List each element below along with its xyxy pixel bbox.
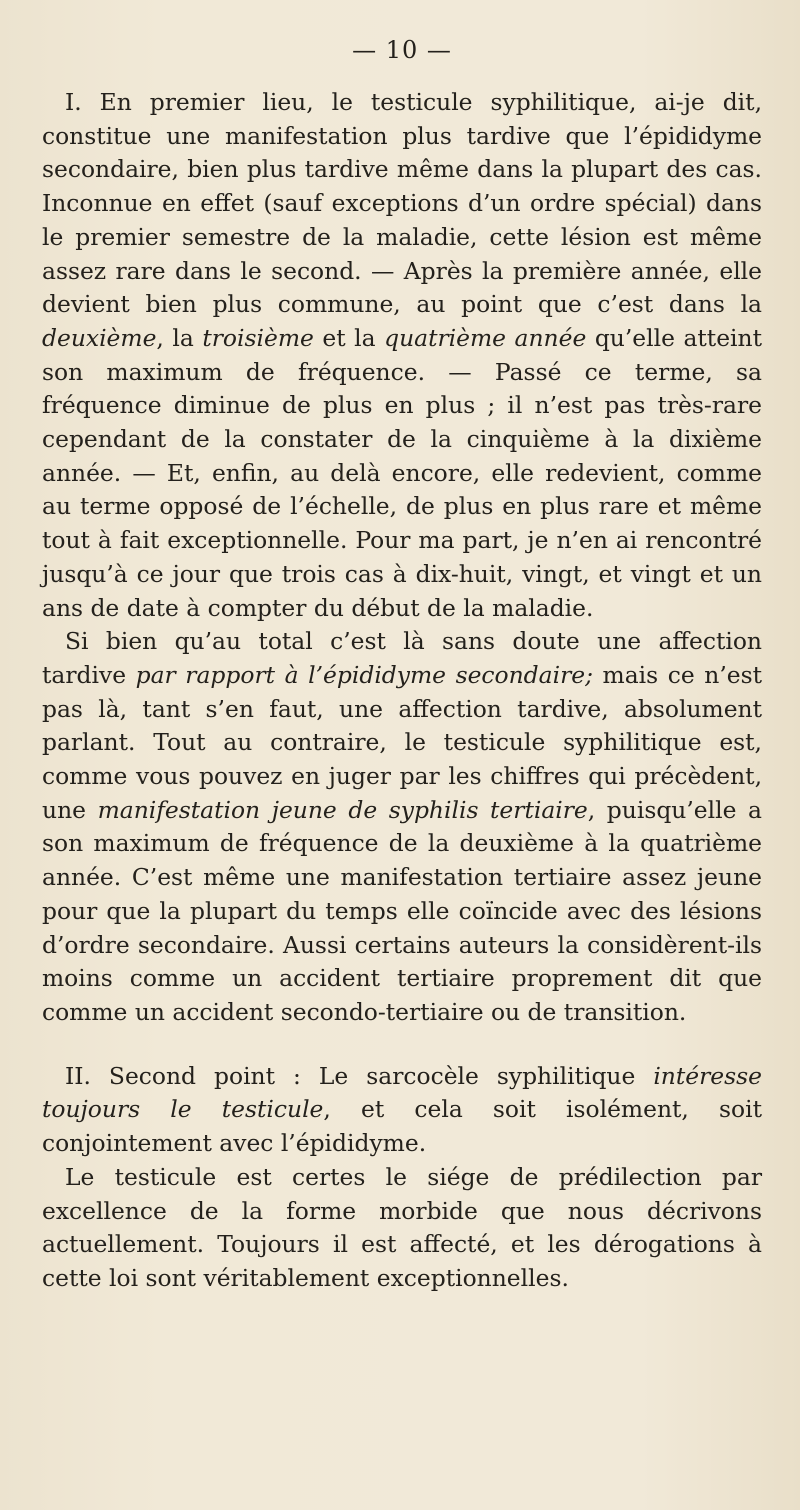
italic-interesse-testicule: intéresse toujours le testicule <box>42 1061 762 1124</box>
text-run: et la <box>313 323 385 352</box>
text-run: , puisqu’elle a son maximum de fréquence de la deuxième à la quatrième année. C’est même une manifestation tertiaire assez jeune pour que la plupart du temps elle coïncide avec des lésions d’ordre secondaire. Aussi certains auteurs la considèrent-ils moins comme un accident tertiaire proprement dit que comme un accident secondo-tertiaire ou de transition. <box>42 795 762 1026</box>
text-run: II. Second point : Le sarcocèle syphilitique <box>65 1061 654 1090</box>
text-run: qu’elle atteint son maximum de fréquence. — Passé ce terme, sa fréquence diminue de plus en plus ; il n’est pas très-rare cependant de la constater de la cinquième à la dixième année. — Et, enfin, au delà encore, elle redevient, comme au terme opposé de l’échelle, de plus en plus rare et même tout à fait exceptionnelle. Pour ma part, je n’en ai rencontré jusqu’à ce jour que trois cas à dix-huit, vingt, et vingt et un ans de date à compter du début de la maladie. <box>42 323 762 622</box>
text-run: Si bien qu’au total c’est là sans doute une affection tardive <box>42 627 762 689</box>
paragraph-section2-second-point <box>42 1060 762 1161</box>
paragraph-section1-frequency <box>42 86 762 625</box>
text-run: Le testicule est certes le siége de prédilection par excellence de la forme morbide que nous décrivons actuellement. Toujours il est affecté, et les dérogations à cette loi sont véritablement exceptionnelles. <box>42 1162 762 1292</box>
text-run: I. En premier lieu, le testicule syphilitique, ai-je dit, constitue une manifestation plus tardive que l’épididyme secondaire, bien plus tardive même dans la plupart des cas. Inconnue en effet (sauf exceptions d’un ordre spécial) dans le premier semestre de la maladie, cette lésion est même assez rare dans le second. — Après la première année, elle devient bien plus commune, au point que c’est dans la <box>42 88 762 319</box>
section-gap <box>42 1030 762 1060</box>
paragraph-section1-conclusion <box>42 625 762 1029</box>
text-run: , la <box>156 323 203 352</box>
italic-manifestation-jeune: manifestation jeune de syphilis tertiaire <box>97 795 588 824</box>
paragraph-section2-predilection <box>42 1161 762 1296</box>
italic-par-rapport: par rapport à l’épididyme secondaire; <box>135 660 593 689</box>
page-header <box>42 0 762 86</box>
page-body <box>42 86 762 1296</box>
italic-troisieme: troisième <box>202 323 314 352</box>
text-run: mais ce n’est pas là, tant s’en faut, une affection tardive, absolument parlant. Tout au contraire, le testicule syphilitique est, comme vous pouvez en juger par les chiffres qui précèdent, une <box>42 660 763 824</box>
page-number: — 10 — <box>352 36 452 64</box>
italic-deuxieme: deuxième <box>42 323 157 352</box>
text-run: , et cela soit isolément, soit conjointement avec l’épididyme. <box>42 1095 762 1158</box>
italic-quatrieme-annee: quatrième année <box>384 323 587 352</box>
